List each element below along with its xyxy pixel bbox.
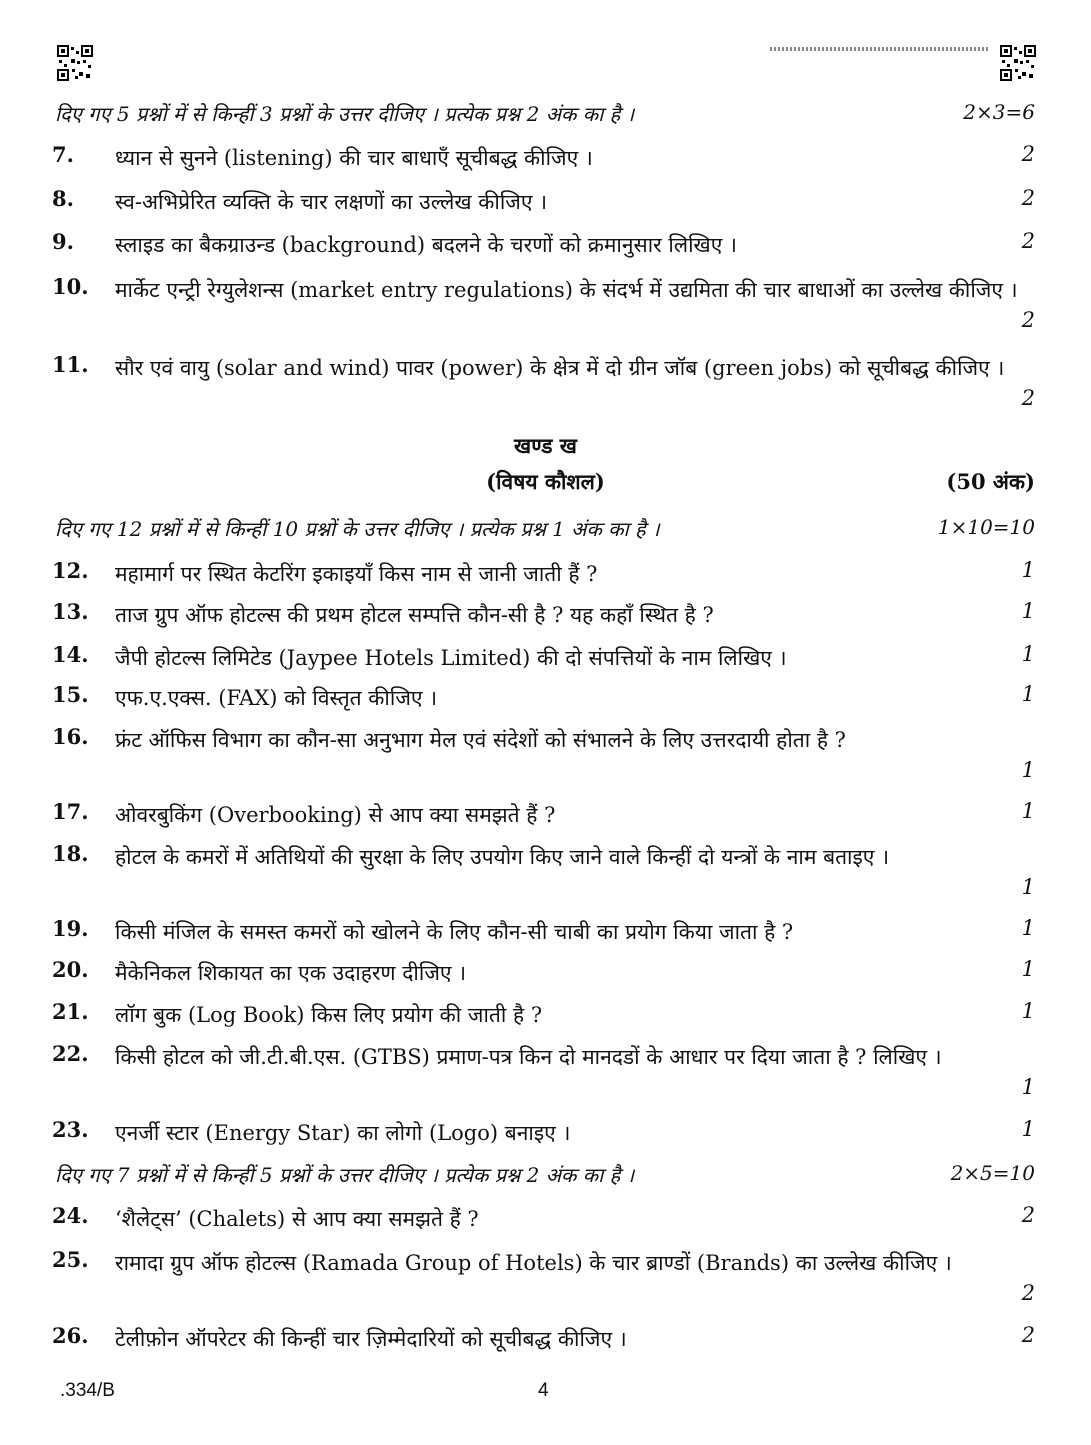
- question-text: फ्रंट ऑफिस विभाग का कौन-सा अनुभाग मेल एवं संदेशों को संभालने के लिए उत्तरदायी होता है ?: [115, 728, 846, 752]
- question-text: लॉग बुक (Log Book) किस लिए प्रयोग की जाती है ?: [115, 1003, 543, 1027]
- question-text: जैपी होटल्स लिमिटेड (Jaypee Hotels Limited) की दो संपत्तियों के नाम लिखिए ।: [115, 646, 787, 670]
- question-marks: 1: [1021, 799, 1035, 823]
- question-number: 15.: [52, 682, 89, 707]
- question-marks: 1: [1021, 1117, 1035, 1141]
- question-text: ओवरबुकिंग (Overbooking) से आप क्या समझते हैं ?: [115, 803, 556, 827]
- question-marks: 1: [1021, 758, 1035, 782]
- question-marks: 2: [1021, 386, 1035, 410]
- question-number: 8.: [52, 186, 74, 211]
- question-number: 18.: [52, 841, 89, 866]
- question-number: 21.: [52, 999, 89, 1024]
- question-number: 22.: [52, 1041, 89, 1066]
- page-number: 4: [538, 1380, 549, 1401]
- question-marks: 1: [1021, 642, 1035, 666]
- question-text: किसी होटल को जी.टी.बी.एस. (GTBS) प्रमाण-पत्र किन दो मानदडों के आधार पर दिया जाता है ? लिखिए ।: [115, 1045, 942, 1069]
- instruction-text: दिए गए 5 प्रश्नों में से किन्हीं 3 प्रश्नों के उत्तर दीजिए । प्रत्येक प्रश्न 2 अंक का है ।: [55, 102, 635, 126]
- question-text: एनर्जी स्टार (Energy Star) का लोगो (Logo) बनाइए ।: [115, 1121, 571, 1145]
- question-marks: 1: [1021, 916, 1035, 940]
- question-text: रामादा ग्रुप ऑफ होटल्स (Ramada Group of Hotels) के चार ब्राण्डों (Brands) का उल्लेख कीजिए ।: [115, 1251, 952, 1275]
- question-number: 24.: [52, 1203, 89, 1228]
- question-marks: 1: [1021, 1075, 1035, 1099]
- section-subtitle: (विषय कौशल): [486, 469, 605, 494]
- instruction-text: दिए गए 7 प्रश्नों में से किन्हीं 5 प्रश्नों के उत्तर दीजिए । प्रत्येक प्रश्न 2 अंक का है ।: [55, 1163, 635, 1187]
- question-text: स्लाइड का बैकग्राउन्ड (background) बदलने के चरणों को क्रमानुसार लिखिए ।: [115, 233, 737, 257]
- paper-code: .334/B: [60, 1380, 115, 1401]
- instruction-text: दिए गए 12 प्रश्नों में से किन्हीं 10 प्रश्नों के उत्तर दीजिए । प्रत्येक प्रश्न 1 अंक का है ।: [55, 517, 660, 541]
- instruction-line: [55, 513, 1035, 543]
- question-marks: 2: [1021, 1203, 1035, 1227]
- question-text: किसी मंजिल के समस्त कमरों को खोलने के लिए कौन-सी चाबी का प्रयोग किया जाता है ?: [115, 920, 794, 944]
- question-number: 11.: [52, 352, 89, 377]
- question-text: एफ.ए.एक्स. (FAX) को विस्तृत कीजिए ।: [115, 686, 438, 710]
- question-marks: 1: [1021, 875, 1035, 899]
- question-marks: 1: [1021, 682, 1035, 706]
- section-title: खण्ड ख: [514, 433, 577, 458]
- question-number: 7.: [52, 142, 74, 167]
- question-text: ताज ग्रुप ऑफ होटल्स की प्रथम होटल सम्पत्ति कौन-सी है ? यह कहाँ स्थित है ?: [115, 603, 714, 627]
- qr-code-icon: [57, 45, 93, 81]
- instruction-marks: 2×3=6: [963, 100, 1035, 124]
- question-marks: 2: [1021, 229, 1035, 253]
- question-marks: 2: [1021, 142, 1035, 166]
- question-text: ध्यान से सुनने (listening) की चार बाधाएँ सूचीबद्ध कीजिए ।: [115, 146, 593, 170]
- question-marks: 1: [1021, 599, 1035, 623]
- question-text: टेलीफ़ोन ऑपरेटर की किन्हीं चार ज़िम्मेदारियों को सूचीबद्ध कीजिए ।: [115, 1327, 627, 1351]
- question-number: 16.: [52, 724, 89, 749]
- question-marks: 2: [1021, 1323, 1035, 1347]
- question-number: 12.: [52, 558, 89, 583]
- question-text: ‘शैलेट्स’ (Chalets) से आप क्या समझते हैं ?: [115, 1207, 479, 1231]
- question-text: होटल के कमरों में अतिथियों की सुरक्षा के लिए उपयोग किए जाने वाले किन्हीं दो यन्त्रों के नाम बताइए ।: [115, 845, 890, 869]
- question-marks: 1: [1021, 999, 1035, 1023]
- question-text: मैकेनिकल शिकायत का एक उदाहरण दीजिए ।: [115, 961, 467, 985]
- microtext-line: [770, 47, 990, 51]
- instruction-marks: 2×5=10: [950, 1161, 1035, 1185]
- question-number: 14.: [52, 642, 89, 667]
- question-marks: 1: [1021, 558, 1035, 582]
- question-text: मार्केट एन्ट्री रेग्युलेशन्स (market entry regulations) के संदर्भ में उद्यमिता की चार बाधाओं का उल्लेख कीजिए ।: [115, 278, 1018, 302]
- instruction-line: [55, 98, 1035, 128]
- question-number: 9.: [52, 229, 74, 254]
- question-number: 23.: [52, 1117, 89, 1142]
- question-marks: 2: [1021, 308, 1035, 332]
- question-number: 10.: [52, 274, 89, 299]
- question-number: 17.: [52, 799, 89, 824]
- question-number: 13.: [52, 599, 89, 624]
- question-number: 25.: [52, 1247, 89, 1272]
- qr-code-icon: [1000, 45, 1036, 81]
- question-marks: 2: [1021, 186, 1035, 210]
- question-marks: 1: [1021, 957, 1035, 981]
- question-number: 19.: [52, 916, 89, 941]
- question-text: स्व-अभिप्रेरित व्यक्ति के चार लक्षणों का उल्लेख कीजिए ।: [115, 190, 548, 214]
- question-marks: 2: [1021, 1281, 1035, 1305]
- question-text: सौर एवं वायु (solar and wind) पावर (power) के क्षेत्र में दो ग्रीन जॉब (green jobs) को सूचीबद्ध कीजिए ।: [115, 356, 1005, 380]
- instruction-marks: 1×10=10: [937, 515, 1035, 539]
- question-number: 26.: [52, 1323, 89, 1348]
- question-number: 20.: [52, 957, 89, 982]
- instruction-line: [55, 1159, 1035, 1189]
- section-marks: (50 अंक): [946, 469, 1035, 494]
- question-text: महामार्ग पर स्थित केटरिंग इकाइयाँ किस नाम से जानी जाती हैं ?: [115, 562, 598, 586]
